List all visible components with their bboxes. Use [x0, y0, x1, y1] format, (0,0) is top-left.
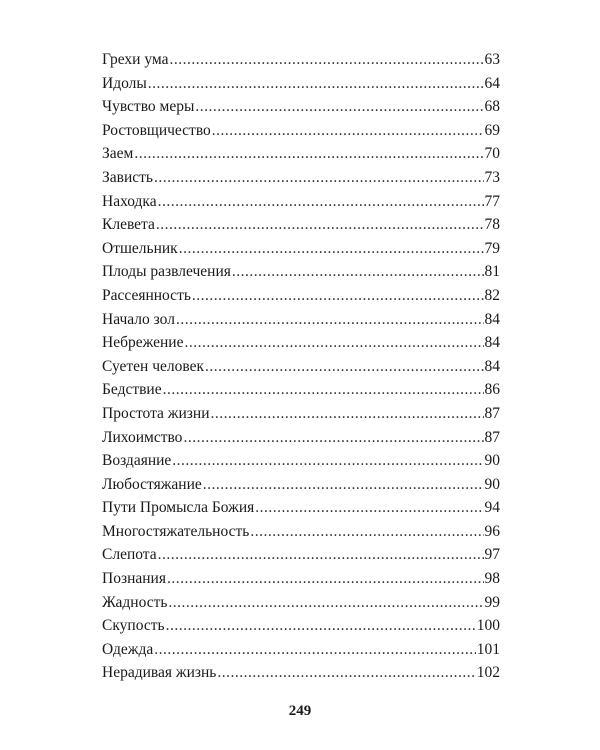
dot-leader: [148, 72, 484, 96]
toc-entry-title: Отшельник: [102, 239, 178, 257]
toc-entry-title: Грехи ума: [102, 51, 169, 68]
toc-entry-page: 99: [484, 593, 500, 611]
toc-entry: [102, 638, 500, 662]
toc-entry-title: Скупость: [102, 617, 165, 635]
toc-entry-page: 101: [476, 640, 500, 658]
dot-leader: [212, 119, 484, 143]
toc-entry-page: 68: [484, 98, 500, 116]
dot-leader: [192, 284, 484, 308]
dot-leader: [158, 543, 484, 567]
dot-leader: [154, 638, 476, 662]
toc-entry: [102, 213, 500, 237]
toc-entry-page: 87: [484, 428, 500, 446]
toc-entry-page: 90: [484, 475, 500, 493]
dot-leader: [156, 213, 484, 237]
toc-entry-page: 84: [484, 357, 500, 375]
toc-entry-title: Плоды развлечения: [102, 263, 231, 281]
toc-entry: [102, 72, 500, 96]
toc-entry: [102, 190, 500, 214]
toc-entry: [102, 543, 500, 567]
toc-entry-title: Рассеянность: [102, 286, 191, 304]
toc-entry: [102, 614, 500, 638]
toc-entry-title: Небрежение: [102, 334, 184, 352]
toc-entry-page: 86: [484, 381, 500, 399]
dot-leader: [184, 331, 483, 355]
toc-entry-title: Суетен человек: [102, 357, 204, 375]
toc-entry-title: Заем: [102, 145, 134, 163]
dot-leader: [134, 142, 483, 166]
toc-entry-title: Жадность: [102, 593, 168, 611]
dot-leader: [217, 661, 475, 685]
toc-entry: [102, 260, 500, 284]
dot-leader: [169, 48, 483, 72]
toc-entry: [102, 166, 500, 190]
toc-entry-page: 63: [484, 51, 500, 68]
toc-entry: [102, 591, 500, 615]
dot-leader: [250, 520, 483, 544]
toc-entry-page: 77: [484, 192, 500, 210]
toc-entry-page: 73: [484, 168, 500, 186]
toc-entry: [102, 520, 500, 544]
dot-leader: [255, 496, 483, 520]
toc-entry-title: Познания: [102, 570, 166, 588]
toc-entry-title: Находка: [102, 192, 157, 210]
toc-entry-page: 100: [476, 617, 500, 635]
page-number: 249: [288, 703, 312, 719]
toc-entry-page: 69: [484, 121, 500, 139]
toc-entry: [102, 473, 500, 497]
toc-entry: [102, 449, 500, 473]
toc-entry-title: Слепота: [102, 546, 157, 564]
toc-entry-title: Простота жизни: [102, 404, 210, 422]
toc-entry-title: Многостяжательность: [102, 522, 250, 540]
dot-leader: [195, 95, 483, 119]
toc-entry-title: Идолы: [102, 74, 147, 92]
dot-leader: [158, 190, 484, 214]
dot-leader: [176, 308, 484, 332]
toc-entry-page: 87: [484, 404, 500, 422]
toc-entry-title: Лихоимство: [102, 428, 183, 446]
dot-leader: [211, 402, 484, 426]
toc-entry: [102, 496, 500, 520]
toc-entry: [102, 426, 500, 450]
dot-leader: [167, 567, 484, 591]
toc-entry: [102, 48, 500, 72]
toc-entry: [102, 355, 500, 379]
toc-entry: [102, 119, 500, 143]
toc-entry-page: 79: [484, 239, 500, 257]
toc-entry-title: Бедствие: [102, 381, 162, 399]
dot-leader: [232, 260, 484, 284]
toc-entry-page: 94: [484, 499, 500, 517]
toc-entry-title: Зависть: [102, 168, 153, 186]
toc-entry-title: Чувство меры: [102, 98, 195, 116]
toc-entry-page: 78: [484, 216, 500, 234]
toc-entry-page: 102: [476, 664, 500, 682]
toc-entry: [102, 308, 500, 332]
toc-entry: [102, 331, 500, 355]
toc-entry-page: 70: [484, 145, 500, 163]
toc-entry: [102, 95, 500, 119]
toc-entry-page: 98: [484, 570, 500, 588]
toc-entry-title: Воздаяние: [102, 452, 172, 470]
toc-entry-title: Клевета: [102, 216, 155, 234]
dot-leader: [205, 355, 484, 379]
dot-leader: [203, 473, 484, 497]
toc-entry-page: 96: [484, 522, 500, 540]
toc-entry: [102, 661, 500, 685]
dot-leader: [172, 449, 483, 473]
toc-entry-page: 84: [484, 334, 500, 352]
dot-leader: [154, 166, 484, 190]
toc-entry: [102, 284, 500, 308]
toc-entry-page: 82: [484, 286, 500, 304]
toc-entry-page: 84: [484, 310, 500, 328]
dot-leader: [183, 426, 483, 450]
toc-entry-title: Любостяжание: [102, 475, 202, 493]
toc-entry: [102, 378, 500, 402]
toc-entry-title: Ростовщичество: [102, 121, 211, 139]
toc-entry: [102, 142, 500, 166]
toc-entry: [102, 402, 500, 426]
toc-entry-page: 81: [484, 263, 500, 281]
table-of-contents: [102, 48, 500, 685]
dot-leader: [166, 614, 476, 638]
toc-entry-page: 64: [484, 74, 500, 92]
toc-entry-page: 90: [484, 452, 500, 470]
toc-entry: [102, 237, 500, 261]
toc-entry-title: Одежда: [102, 640, 154, 658]
toc-entry: [102, 567, 500, 591]
dot-leader: [168, 591, 483, 615]
toc-entry-title: Нерадивая жизнь: [102, 664, 217, 682]
dot-leader: [179, 237, 484, 261]
dot-leader: [163, 378, 484, 402]
toc-entry-title: Пути Промысла Божия: [102, 499, 255, 517]
toc-entry-page: 97: [484, 546, 500, 564]
toc-entry-title: Начало зол: [102, 310, 175, 328]
